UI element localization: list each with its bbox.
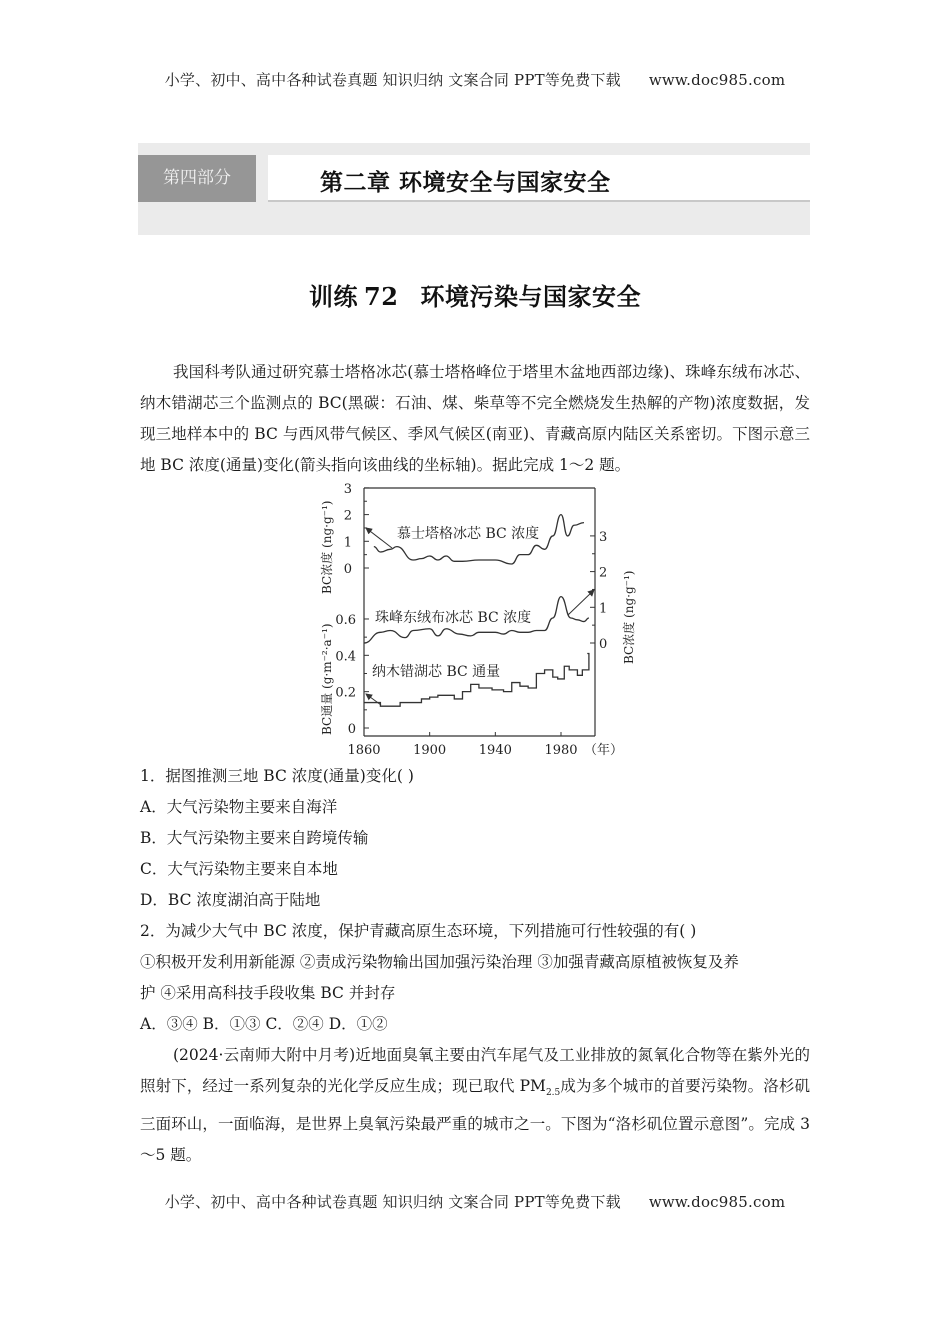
left-lower-tick-label: 0.6	[335, 612, 356, 628]
x-tick-label: 1980	[544, 743, 578, 758]
left-upper-tick-label: 1	[343, 535, 352, 551]
x-axis-unit: （年）	[584, 743, 624, 758]
page-title	[0, 277, 950, 312]
part-label: 第四部分	[138, 155, 256, 202]
intro-2-part-1: (2024·云南师大附中月考)近地面臭氧主要由汽车尾气及工业排放的氮氧化合物等在紫外光的照射下，经过一系列复杂的光化学反应生成；现已取代 PM	[140, 1046, 810, 1095]
left-upper-axis-title: BC浓度 (ng·g⁻¹)	[320, 500, 334, 594]
muztagh-series-label: 慕士塔格冰芯 BC 浓度	[397, 526, 540, 542]
page-footer	[140, 1191, 810, 1212]
header-text: 小学、初中、高中各种试卷真题 知识归纳 文案合同 PPT等免费下载	[164, 71, 621, 89]
title-prefix: 训练	[309, 283, 359, 311]
question-1-option-a[interactable]: A．大气污染物主要来自海洋	[140, 798, 338, 816]
page-header	[140, 69, 810, 90]
header-url: www.doc985.com	[648, 71, 786, 89]
chapter-title-box	[268, 155, 810, 202]
right-axis-title: BC浓度 (ng·g⁻¹)	[622, 570, 636, 664]
right-tick-label: 1	[599, 601, 608, 617]
question-2-measures-line-2: 护 ④采用高科技手段收集 BC 并封存	[140, 984, 396, 1002]
left-lower-tick-label: 0.2	[335, 685, 356, 701]
x-tick-label: 1940	[478, 743, 512, 758]
intro-2-subscript: 2.5	[545, 1088, 561, 1099]
intro-paragraph-2	[140, 1040, 810, 1171]
left-lower-tick-label: 0.4	[335, 649, 356, 665]
x-tick-label: 1860	[347, 743, 381, 758]
everest-arrow	[568, 590, 594, 615]
namco-series-label: 纳木错湖芯 BC 通量	[372, 664, 501, 680]
chapter-title: 第二章 环境安全与国家安全	[320, 169, 611, 196]
right-tick-label: 0	[599, 637, 608, 652]
intro-paragraph-1: 我国科考队通过研究慕士塔格冰芯(慕士塔格峰位于塔里木盆地西部边缘)、珠峰东绒布冰芯、纳木错湖芯三个监测点的 BC(黑碳：石油、煤、柴草等不完全燃烧发生热解的产物)浓度数据，发现三地样本中的 BC 与西风带气候区、季风气候区(南亚)、青藏高原内陆区关系密切。下图示意三地 BC 浓度(通量)变化(箭头指向该曲线的坐标轴)。据此完成 1～2 题。	[140, 363, 810, 474]
question-1-option-d[interactable]: D．BC 浓度湖泊高于陆地	[140, 891, 321, 909]
question-2-options[interactable]: A．③④ B．①③ C．②④ D．①②	[140, 1015, 388, 1033]
question-2-stem: 2．为减少大气中 BC 浓度，保护青藏高原生态环境，下列措施可行性较强的有( )	[140, 922, 697, 940]
everest-series-label: 珠峰东绒布冰芯 BC 浓度	[375, 610, 532, 626]
left-upper-tick-label: 2	[343, 508, 352, 524]
intro-2-part-2: 成为多个城市的首要污染物。洛杉矶三面环山，一面临海，是世界上臭氧污染最严重的城市之一。下图为“洛杉矶位置示意图”。完成 3～5 题。	[140, 1077, 810, 1165]
footer-url: www.doc985.com	[648, 1193, 786, 1211]
question-2-measures-line-1: ①积极开发利用新能源 ②责成污染物输出国加强污染治理 ③加强青藏高原植被恢复及养	[140, 953, 739, 971]
namco-arrow	[366, 694, 381, 705]
footer-text: 小学、初中、高中各种试卷真题 知识归纳 文案合同 PPT等免费下载	[164, 1193, 621, 1211]
right-tick-label: 2	[599, 565, 608, 581]
right-tick-label: 3	[599, 529, 608, 545]
x-tick-label: 1900	[413, 743, 447, 758]
title-name: 环境污染与国家安全	[420, 283, 641, 311]
question-1-option-b[interactable]: B．大气污染物主要来自跨境传输	[140, 829, 369, 847]
left-lower-axis-title: BC通量 (g·m⁻²·a⁻¹)	[320, 623, 334, 735]
muztagh-arrow	[366, 528, 392, 548]
question-1-option-c[interactable]: C．大气污染物主要来自本地	[140, 860, 338, 878]
left-upper-tick-label: 3	[343, 481, 352, 497]
left-lower-tick-label: 0	[347, 722, 356, 737]
left-upper-tick-label: 0	[343, 562, 352, 577]
title-number: 72	[364, 282, 399, 311]
question-1-stem: 1．据图推测三地 BC 浓度(通量)变化( )	[140, 767, 414, 785]
bc-concentration-chart	[312, 478, 642, 763]
